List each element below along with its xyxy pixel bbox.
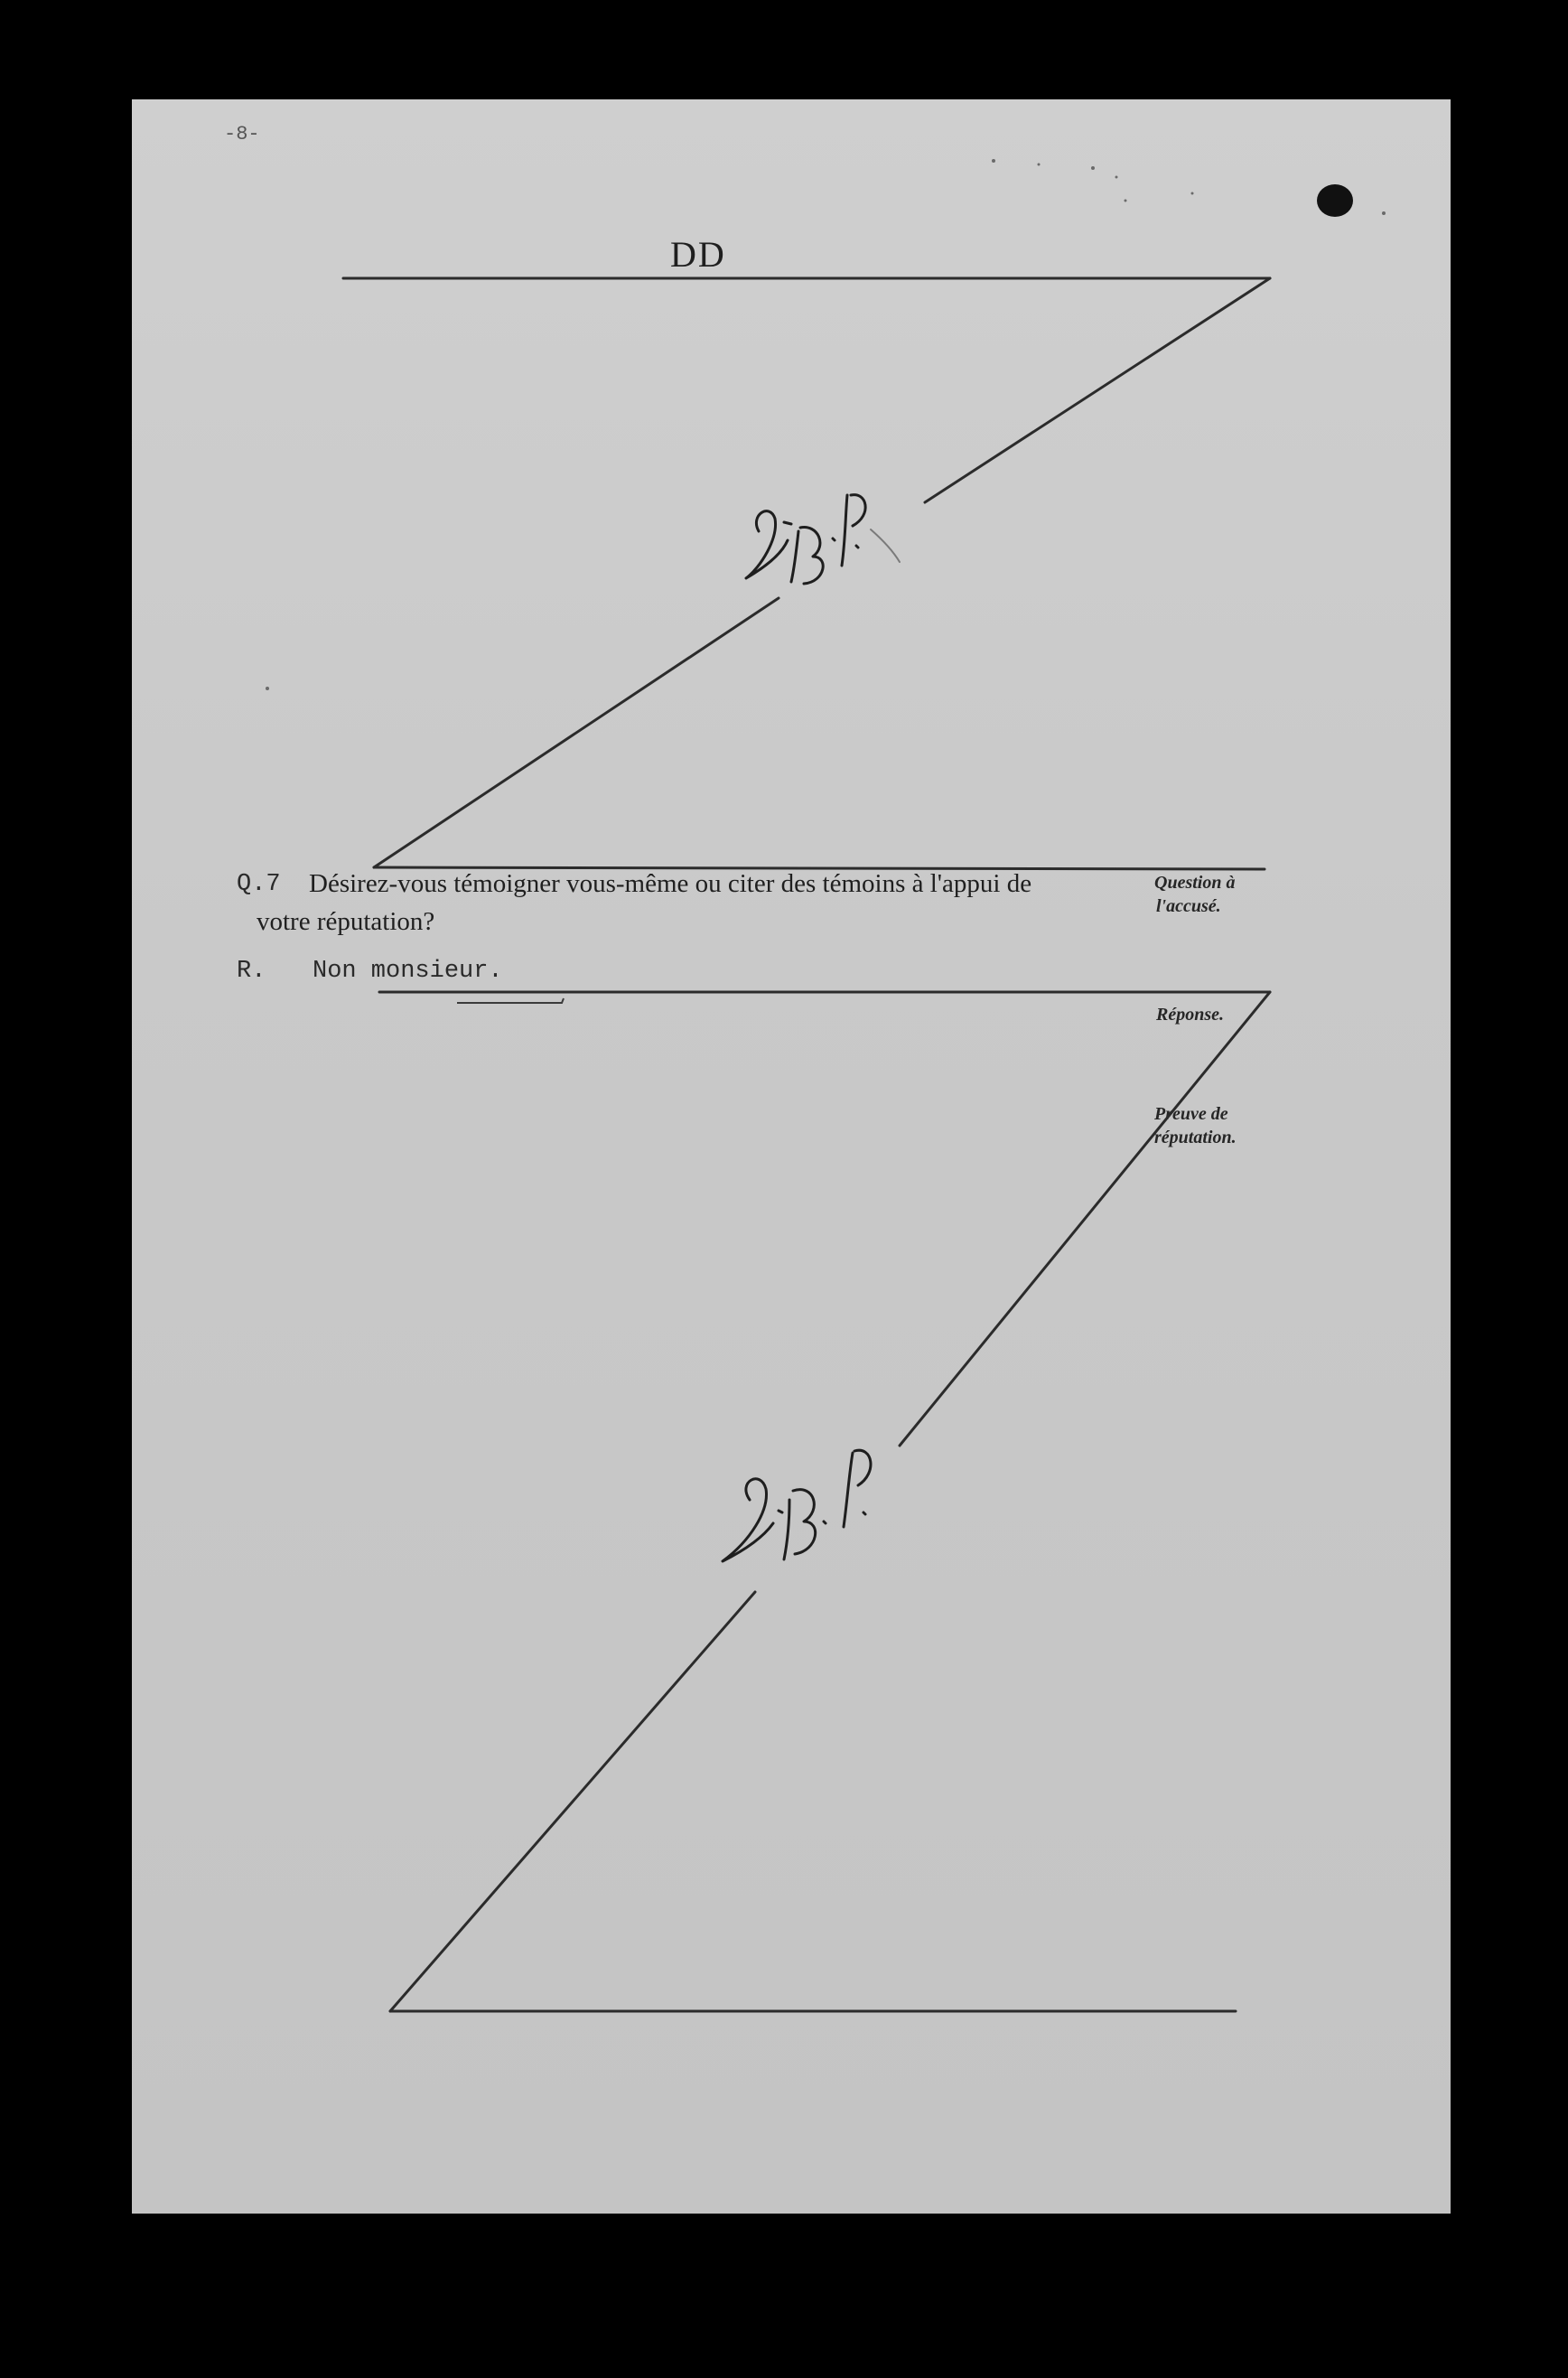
margin-label-answer: Réponse. [1156,1005,1224,1025]
question-number: Q.7 [237,871,281,898]
margin-label-reputation-line2: réputation. [1154,1128,1237,1147]
question-text-line2: votre réputation? [257,907,435,936]
answer-prefix: R. [237,958,266,985]
upper-cancellation-mark [343,278,1270,869]
page-number: -8- [224,123,260,145]
margin-label-question-line2: l'accusé. [1156,896,1221,916]
answer-text: Non monsieur. [313,958,503,985]
handwritten-initials-lower [723,1450,871,1561]
section-heading: DD [670,234,726,275]
dust-specks [266,159,1386,690]
answer-underline [457,998,564,1003]
handwritten-initials-upper [746,495,900,584]
ink-blot [1317,184,1353,217]
margin-label-reputation-line1: Preuve de [1154,1104,1228,1124]
question-text-line1: Désirez-vous témoigner vous-même ou citer des témoins à l'appui de [309,869,1032,898]
lower-cancellation-mark [379,992,1270,2011]
margin-label-question-line1: Question à [1154,873,1236,893]
